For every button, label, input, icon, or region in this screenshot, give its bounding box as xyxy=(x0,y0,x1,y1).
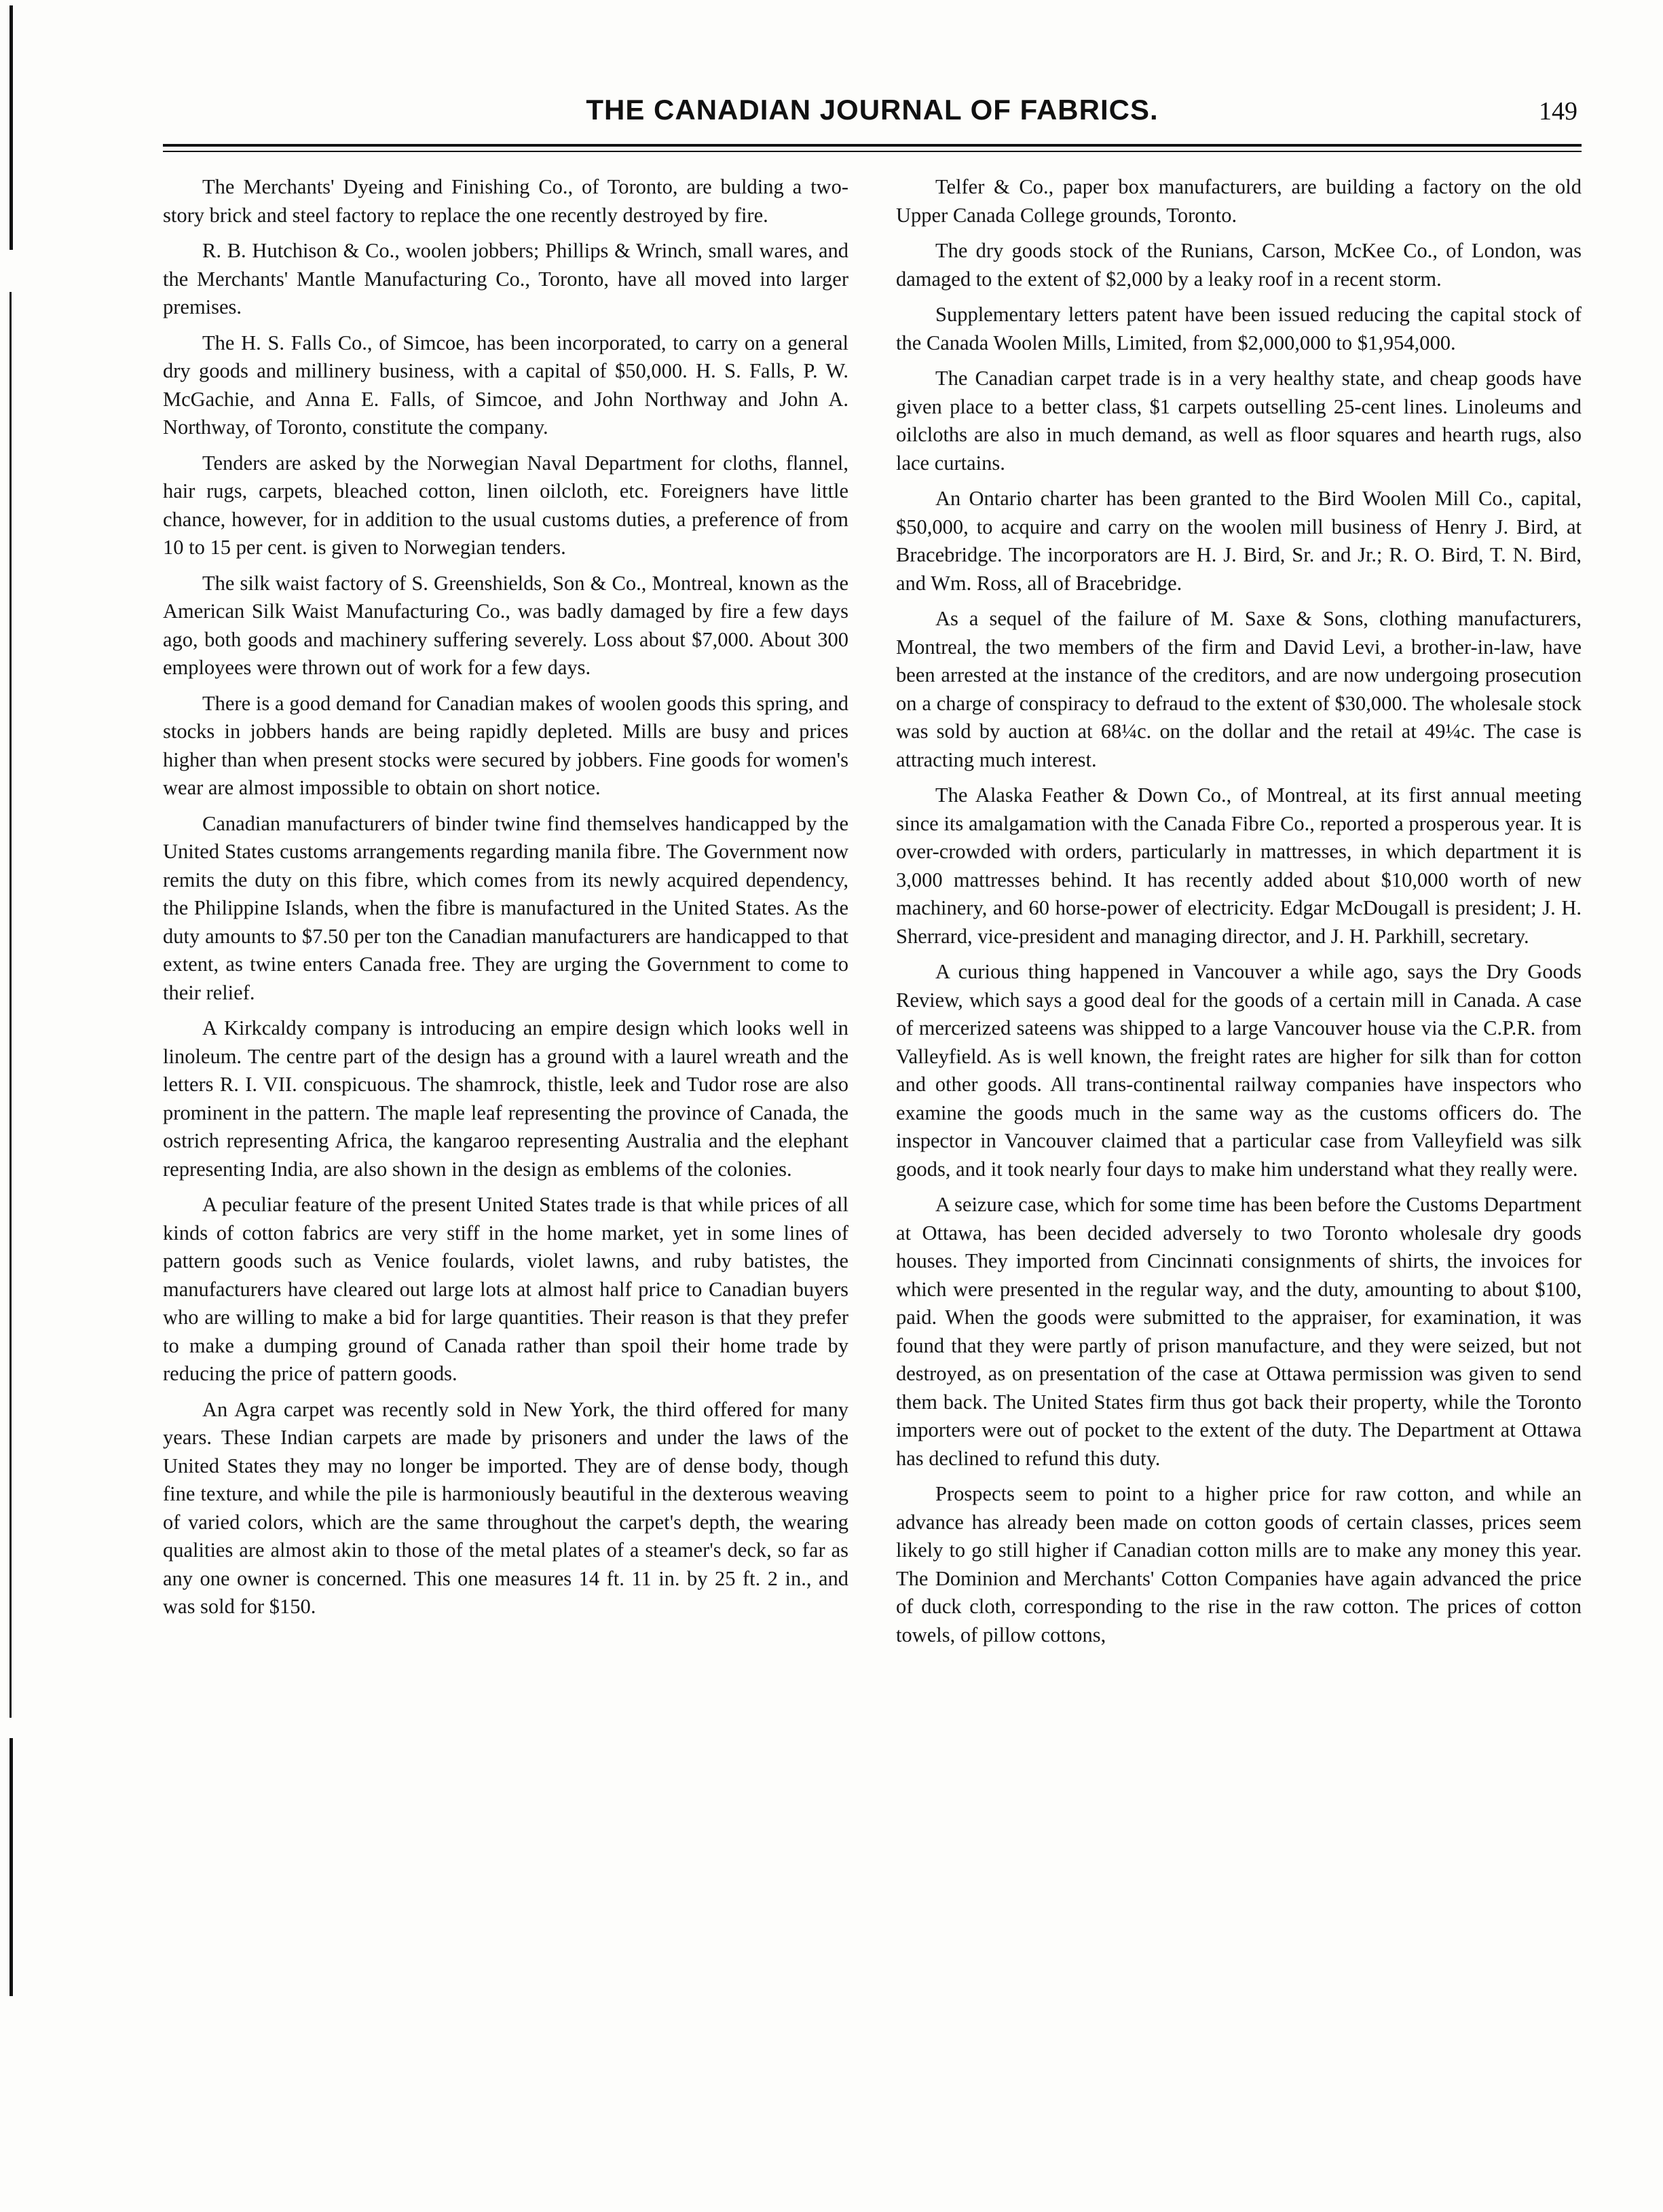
article-paragraph: Prospects seem to point to a higher price for raw cotton, and while an advance has already been made on cotton goods of certain classes, prices seem likely to go still higher if Canadian cotton mills are to make any money this year. The Dominion and Merchants' Cotton Companies have again advanced the price of duck cloth, corresponding to the rise in the raw cotton. The prices of cotton towels, of pillow cottons, xyxy=(896,1482,1582,1646)
article-paragraph: A peculiar feature of the present United States trade is that while prices of all kinds of cotton fabrics are very stiff in the home market, yet in some lines of pattern goods such as Venice foulards, violet lawns, and ruby batistes, the manufacturers have cleared out large lots at almost half price to Canadian buyers who are willing to make a bid for large quantities. Their reason is that they prefer to make a dumping ground of Canada rather than spoil their home trade by reducing the price of pattern goods. xyxy=(163,1193,848,1385)
article-paragraph: A Kirkcaldy company is introducing an empire design which looks well in linoleum. The centre part of the design has a ground with a laurel wreath and the letters R. I. VII. conspicuous. The shamrock, thistle, leek and Tudor rose are also prominent in the pattern. The maple leaf representing the province of Canada, the ostrich representing Africa, the kangaroo representing Australia and the elephant representing India, are also shown in the design as emblems of the colonies. xyxy=(163,1016,848,1181)
binding-edge-mark xyxy=(10,292,12,1718)
article-paragraph: An Ontario charter has been granted to the Bird Woolen Mill Co., capital, $50,000, to acquire and carry on the woolen mill business of Henry J. Bird, at Bracebridge. The incorporators are H. J. Bird, Sr. and Jr.; R. O. Bird, T. N. Bird, and Wm. Ross, all of Bracebridge. xyxy=(896,487,1582,595)
article-paragraph: The silk waist factory of S. Greenshields, Son & Co., Montreal, known as the American Silk Waist Manufacturing Co., was badly damaged by fire a few days ago, both goods and machinery suffering severely. Loss about $7,000. About 300 employees were thrown out of work for a few days. xyxy=(163,571,848,679)
article-paragraph: R. B. Hutchison & Co., woolen jobbers; Phillips & Wrinch, small wares, and the Merchants' Mantle Manufacturing Co., Toronto, have all moved into larger premises. xyxy=(163,239,848,318)
article-paragraph: Telfer & Co., paper box manufacturers, are building a factory on the old Upper Canada College grounds, Toronto. xyxy=(896,175,1582,227)
binding-edge-mark xyxy=(10,1738,13,1996)
page-number: 149 xyxy=(1539,97,1577,126)
journal-title: THE CANADIAN JOURNAL OF FABRICS. xyxy=(586,94,1159,126)
article-paragraph: An Agra carpet was recently sold in New York, the third offered for many years. These Indian carpets are made by prisoners and under the laws of the United States they may no longer be imported. They are of dense body, though fine texture, and while the pile is harmoniously beautiful in the dexterous weaving of varied colors, which are the same throughout the carpet's depth, the wearing qualities are almost akin to those of the metal plates of a steamer's deck, so far as any one owner is concerned. This one measures 14 ft. 11 in. by 25 ft. 2 in., and was sold for $150. xyxy=(163,1397,848,1618)
article-paragraph: The Canadian carpet trade is in a very healthy state, and cheap goods have given place to a better class, $1 carpets outselling 25-cent lines. Linoleums and oilcloths are also in much demand, as well as floor squares and hearth rugs, also lace curtains. xyxy=(896,367,1582,475)
binding-edge-mark xyxy=(10,5,13,250)
page-header xyxy=(163,94,1582,141)
right-column xyxy=(896,173,1582,1657)
article-paragraph: A curious thing happened in Vancouver a while ago, says the Dry Goods Review, which says a good deal for the goods of a certain mill in Canada. A case of mercerized sateens was shipped to a large Vancouver house via the C.P.R. from Valleyfield. As is well known, the freight rates are higher for silk than for cotton and other goods. All trans-continental railway companies have inspectors who examine the goods much in the same way as the customs officers do. The inspector in Vancouver claimed that a particular case from Valleyfield was silk goods, and it took nearly four days to make him understand what they really were. xyxy=(896,960,1582,1181)
article-paragraph: Tenders are asked by the Norwegian Naval Department for cloths, flannel, hair rugs, carpets, bleached cotton, linen oilcloth, etc. Foreigners have little chance, however, for in addition to the usual customs duties, a preference of from 10 to 15 per cent. is given to Norwegian tenders. xyxy=(163,451,848,559)
header-rule-thin xyxy=(163,151,1582,152)
article-paragraph: Supplementary letters patent have been issued reducing the capital stock of the Canada Woolen Mills, Limited, from $2,000,000 to $1,954,000. xyxy=(896,303,1582,354)
article-paragraph: The dry goods stock of the Runians, Carson, McKee Co., of London, was damaged to the extent of $2,000 by a leaky roof in a recent storm. xyxy=(896,239,1582,291)
article-paragraph: The H. S. Falls Co., of Simcoe, has been incorporated, to carry on a general dry goods and millinery business, with a capital of $50,000. H. S. Falls, P. W. McGachie, and Anna E. Falls, of Simcoe, and John Northway and John A. Northway, of Toronto, constitute the company. xyxy=(163,331,848,439)
article-paragraph: Canadian manufacturers of binder twine find themselves handicapped by the United States customs arrangements regarding manila fibre. The Government now remits the duty on this fibre, which comes from its newly acquired dependency, the Philippine Islands, when the fibre is manufactured in the United States. As the duty amounts to $7.50 per ton the Canadian manufacturers are handicapped to that extent, as twine enters Canada free. They are urging the Government to come to their relief. xyxy=(163,811,848,1004)
article-paragraph: The Merchants' Dyeing and Finishing Co., of Toronto, are bulding a two-story brick and steel factory to replace the one recently destroyed by fire. xyxy=(163,175,848,227)
left-column xyxy=(163,173,848,1629)
header-rule-thick xyxy=(163,144,1582,147)
article-paragraph: A seizure case, which for some time has been before the Customs Department at Ottawa, has been decided adversely to two Toronto wholesale dry goods houses. They imported from Cincinnati consignments of shirts, the invoices for which were presented in the regular way, and the duty, amounting to about $100, paid. When the goods were submitted to the appraiser, for examination, it was found that they were partly of prison manufacture, and they were seized, but not destroyed, as on presentation of the case at Ottawa permission was given to send them back. The United States firm thus got back their property, while the Toronto importers were out of pocket to the extent of the duty. The Department at Ottawa has declined to refund this duty. xyxy=(896,1193,1582,1470)
article-paragraph: There is a good demand for Canadian makes of woolen goods this spring, and stocks in jobbers hands are being rapidly depleted. Mills are busy and prices higher than when present stocks were secured by jobbers. Fine goods for women's wear are almost impossible to obtain on short notice. xyxy=(163,691,848,799)
article-paragraph: The Alaska Feather & Down Co., of Montreal, at its first annual meeting since its amalgamation with the Canada Fibre Co., reported a prosperous year. It is over-crowded with orders, particularly in mattresses, in which department it is 3,000 mattresses behind. It has recently added about $10,000 worth of new machinery, and 60 horse-power of electricity. Edgar McDougall is president; J. H. Sherrard, vice-president and managing director, and J. H. Parkhill, secretary. xyxy=(896,784,1582,948)
article-paragraph: As a sequel of the failure of M. Saxe & Sons, clothing manufacturers, Montreal, the two members of the firm and David Levi, a brother-in-law, have been arrested at the instance of the creditors, and are now undergoing prosecution on a charge of conspiracy to defraud to the extent of $30,000. The wholesale stock was sold by auction at 68¼c. on the dollar and the retail at 49¼c. The case is attracting much interest. xyxy=(896,607,1582,771)
